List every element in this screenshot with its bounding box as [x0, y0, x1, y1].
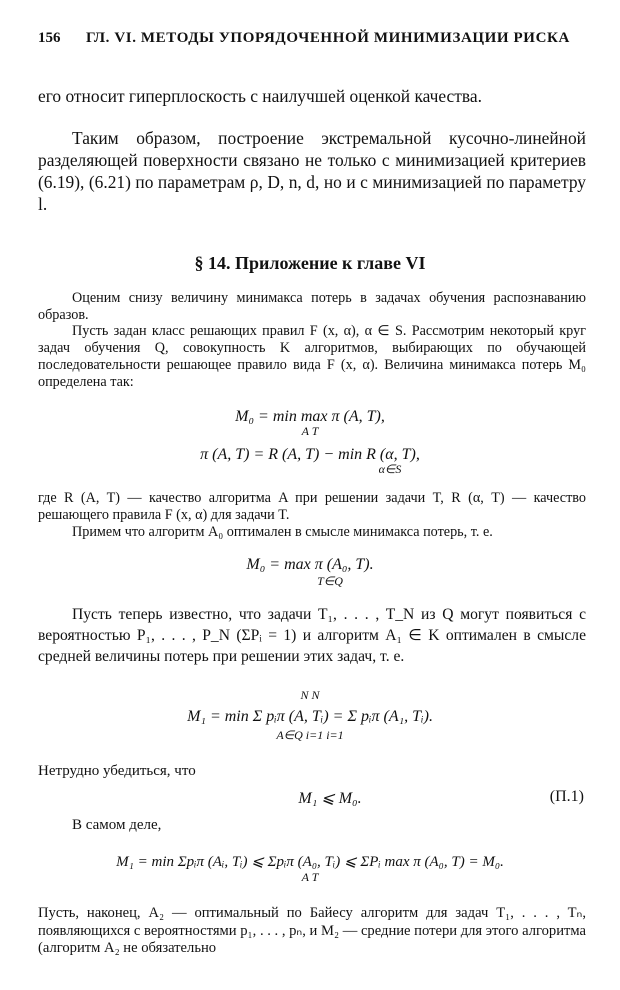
paragraph-2: Таким образом, построение экстремальной кусочно-линейной разделяющей поверхности связано не только с минимизацией критериев (6.19), (6.21) по параметрам ρ, D, n, d, но и с минимизацией по параметру l.: [38, 128, 586, 214]
equation-4-superscripts: N N: [300, 688, 320, 702]
equation-2: π (A, T) = R (A, T) − min R (α, T),: [200, 446, 420, 463]
running-header: [38, 30, 586, 54]
paragraph-8: Нетрудно убедиться, что: [38, 763, 196, 779]
paragraph-5: где R (A, T) — качество алгоритма A при решении задачи T, R (α, T) — качество решающего правила F (x, α) для задачи T.: [38, 490, 586, 523]
paragraph-1: его относит гиперплоскость с наилучшей оценкой качества.: [38, 86, 482, 106]
equation-5: M₁ ⩽ M₀.: [298, 790, 362, 807]
equation-number: (П.1): [549, 788, 584, 805]
equation-3-subscripts: T∈Q: [317, 574, 343, 588]
equation-3: M₀ = max π (A₀, T).: [246, 556, 374, 573]
paragraph-7: Пусть теперь известно, что задачи T₁, . . . , T_N из Q могут появиться с вероятностью P₁, . . . , P_N (ΣPᵢ = 1) и алгоритм A₁ ∈ K оптимален в смысле средней величины потерь при решении этих задач, т. е.: [38, 606, 586, 665]
equation-6: M₁ = min Σpᵢπ (Aᵢ, Tᵢ) ⩽ Σpᵢπ (A₀, Tᵢ) ⩽ ΣPᵢ max π (A₀, T) = M₀.: [116, 854, 504, 870]
paragraph-3: Оценим снизу величину минимакса потерь в задачах обучения распознаванию образов.: [38, 290, 586, 323]
equation-4-subscripts: A∈Q i=1 i=1: [276, 728, 344, 742]
equation-1-subscripts: A T: [301, 424, 319, 438]
equation-4: M₁ = min Σ pᵢπ (A, Tᵢ) = Σ pᵢπ (A₁, Tᵢ).: [187, 708, 433, 725]
running-title: ГЛ. VI. МЕТОДЫ УПОРЯДОЧЕННОЙ МИНИМИЗАЦИИ РИСКА: [86, 30, 570, 46]
page-number: 156: [38, 30, 61, 46]
paragraph-9: В самом деле,: [72, 817, 162, 833]
equation-1: M₀ = min max π (A, T),: [235, 408, 385, 425]
paragraph-6: Примем что алгоритм A₀ оптимален в смысле минимакса потерь, т. е.: [72, 524, 493, 540]
paragraph-4: Пусть задан класс решающих правил F (x, α), α ∈ S. Рассмотрим некоторый круг задач обучения Q, совокупность K алгоритмов, выбирающих по обучающей последовательности решающее правило вида F (x, α). Величина минимакса потерь M₀ определена так:: [38, 323, 586, 390]
equation-6-subscripts: A T: [301, 870, 319, 884]
equation-2-subscripts: α∈S: [378, 462, 402, 476]
section-title: § 14. Приложение к главе VI: [194, 253, 426, 273]
paragraph-10: Пусть, наконец, A₂ — оптимальный по Байесу алгоритм для задач T₁, . . . , Tₙ, появляющихся с вероятностями p₁, . . . , pₙ, и M₂ — средние потери для этого алгоритма (алгоритм A₂ не обязательно: [38, 905, 586, 956]
